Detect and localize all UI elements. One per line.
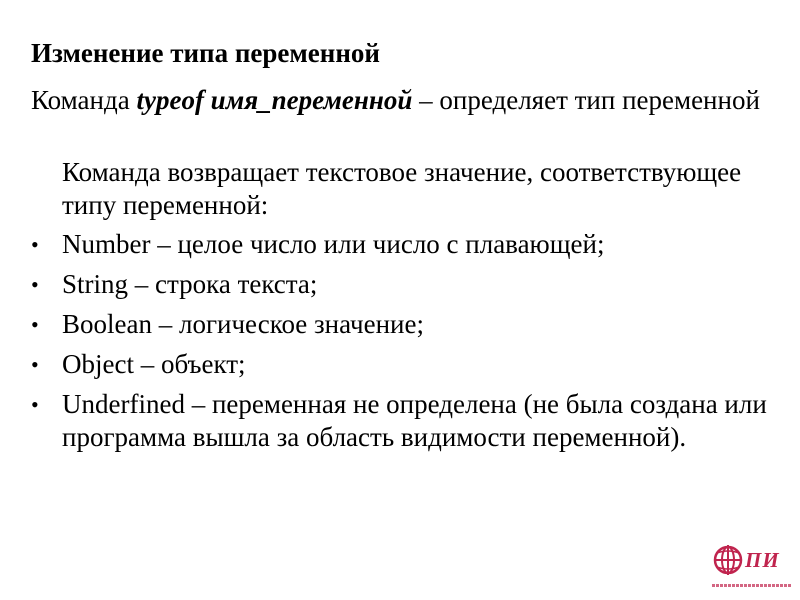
bullet-icon: •	[31, 312, 39, 337]
bullet-icon: •	[31, 232, 39, 257]
bullet-icon: •	[31, 272, 39, 297]
type-list	[31, 228, 771, 461]
list-item	[31, 388, 771, 454]
list-item-text: Number – целое число или число с плавающей;	[62, 229, 605, 259]
list-item	[31, 308, 771, 341]
globe-icon	[712, 540, 746, 580]
logo-text: ПИ	[745, 548, 780, 572]
command-prefix: Команда	[31, 85, 137, 115]
bullet-icon: •	[31, 392, 39, 417]
list-item	[31, 268, 771, 301]
list-item-text: Boolean – логическое значение;	[62, 309, 424, 339]
command-keyword: typeof имя_переменной	[136, 85, 413, 115]
list-item-text: Object – объект;	[62, 349, 246, 379]
command-paragraph	[31, 84, 800, 117]
list-item-text: Underfined – переменная не определена (не была создана или программа вышла за область видимости переменной).	[62, 389, 767, 452]
list-item-text: String – строка текста;	[62, 269, 318, 299]
slide-title: Изменение типа переменной	[31, 38, 380, 68]
logo-caption-line	[712, 584, 792, 587]
bullet-icon: •	[31, 352, 39, 377]
returns-paragraph: Команда возвращает текстовое значение, соответствующее типу переменной:	[62, 157, 742, 220]
list-item	[31, 348, 771, 381]
institute-logo	[712, 540, 792, 596]
command-suffix: – определяет тип переменной	[412, 85, 760, 115]
list-item	[31, 228, 771, 261]
